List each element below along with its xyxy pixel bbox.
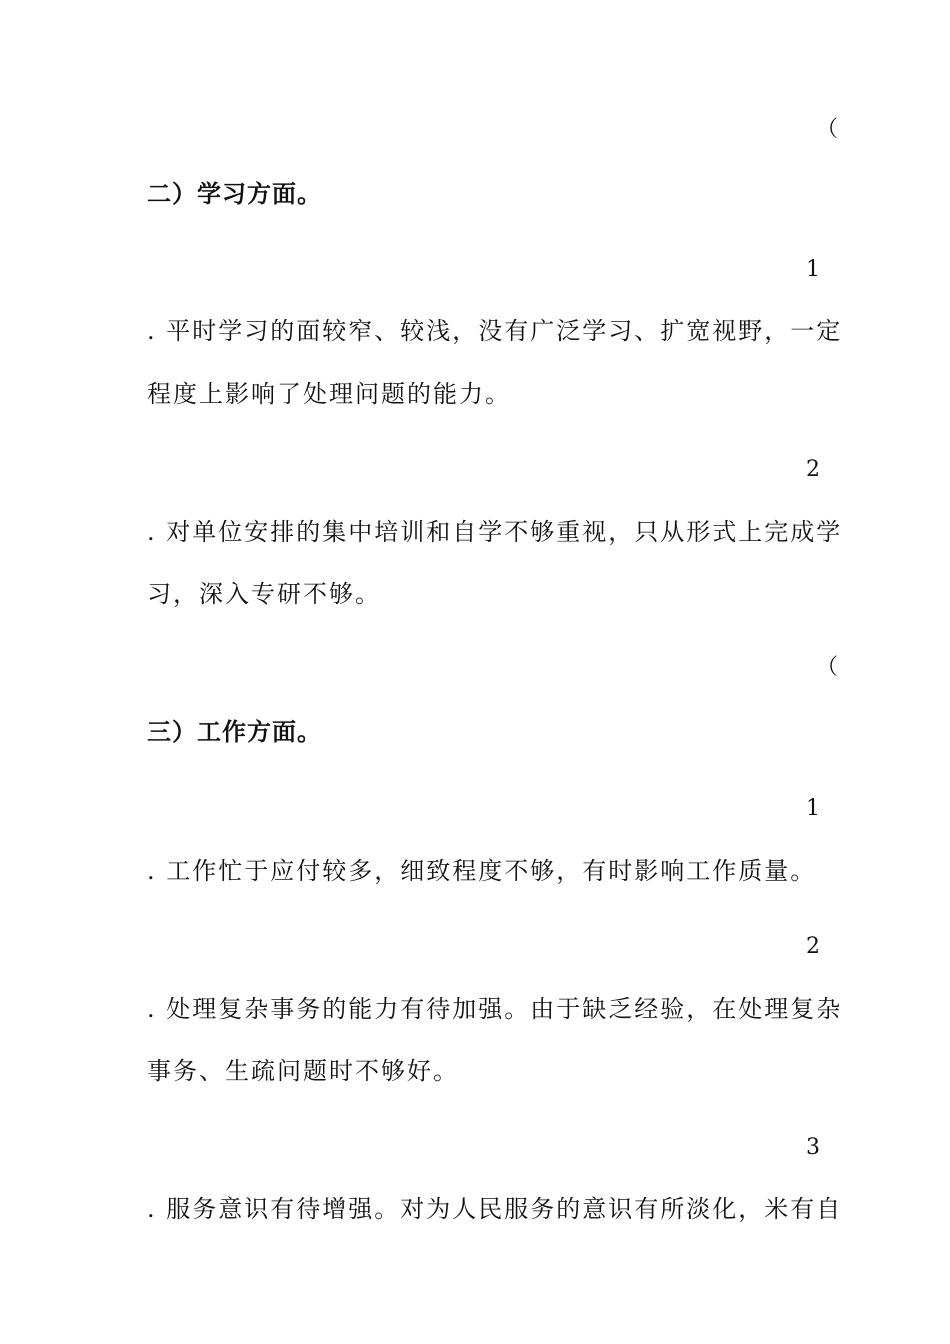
- item-number: 1: [806, 796, 820, 821]
- item-line: . 处理复杂事务的能力有待加强。由于缺乏经验，在处理复杂: [147, 995, 843, 1023]
- item-line: . 服务意识有待增强。对为人民服务的意识有所淡化，米有自: [147, 1195, 843, 1223]
- section-heading: 二）学习方面。: [147, 179, 322, 208]
- item-number: 1: [806, 257, 820, 282]
- item-line: 习，深入专研不够。: [147, 580, 381, 608]
- item-line: 事务、生疏问题时不够好。: [147, 1057, 459, 1085]
- section-heading: 三）工作方面。: [147, 717, 322, 746]
- item-line: . 工作忙于应付较多，细致程度不够，有时影响工作质量。: [147, 857, 817, 885]
- item-number: 2: [806, 934, 820, 959]
- section-open-paren: （: [816, 655, 839, 680]
- item-line: 程度上影响了处理问题的能力。: [147, 380, 511, 408]
- item-line: . 对单位安排的集中培训和自学不够重视，只从形式上完成学: [147, 518, 843, 546]
- section-open-paren: （: [816, 117, 839, 142]
- item-line: . 平时学习的面较窄、较浅，没有广泛学习、扩宽视野，一定: [147, 317, 843, 345]
- item-number: 3: [806, 1135, 820, 1160]
- item-number: 2: [806, 457, 820, 482]
